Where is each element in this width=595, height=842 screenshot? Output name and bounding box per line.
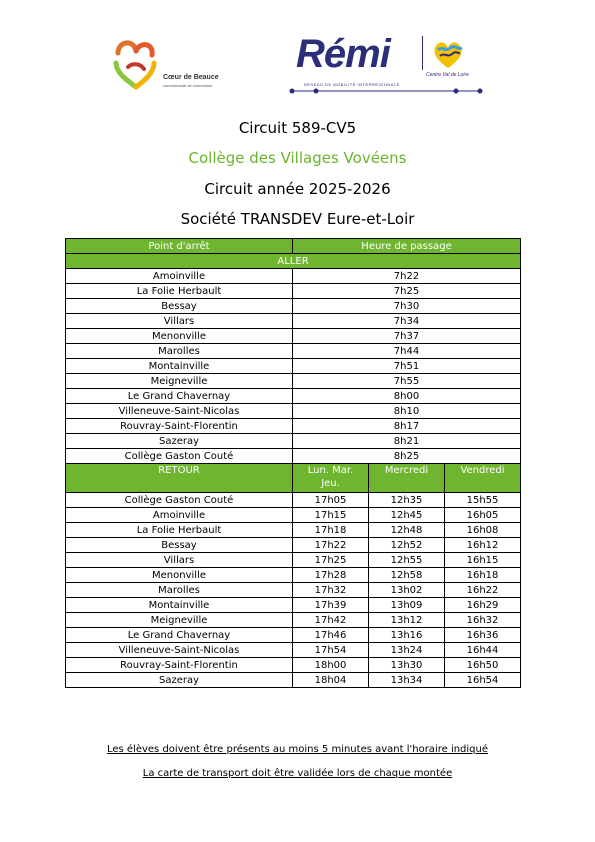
retour-time-vendredi: 16h05 [445, 508, 521, 523]
retour-time-mercredi: 13h24 [369, 643, 445, 658]
retour-header-row [66, 464, 521, 493]
company-title: Société TRANSDEV Eure-et-Loir [180, 210, 415, 228]
remi-separator [422, 36, 423, 70]
retour-time-vendredi: 16h36 [445, 628, 521, 643]
card-note: La carte de transport doit être validée lors de chaque montée [142, 768, 453, 779]
aller-row [66, 344, 521, 359]
retour-row [66, 598, 521, 613]
retour-row [66, 643, 521, 658]
aller-stop: Meigneville [66, 374, 293, 389]
retour-time-lun-mar-jeu: 18h04 [293, 673, 369, 688]
retour-col-vendredi: Vendredi [445, 464, 521, 493]
retour-time-lun-mar-jeu: 17h42 [293, 613, 369, 628]
retour-time-vendredi: 16h15 [445, 553, 521, 568]
aller-time: 8h25 [293, 449, 521, 464]
aller-time: 7h44 [293, 344, 521, 359]
retour-time-mercredi: 12h45 [369, 508, 445, 523]
retour-stop: Meigneville [66, 613, 293, 628]
retour-time-mercredi: 12h35 [369, 493, 445, 508]
retour-stop: La Folie Herbault [66, 523, 293, 538]
retour-time-mercredi: 12h58 [369, 568, 445, 583]
coeur-de-beauce-subtitle: communauté de communes [163, 83, 213, 88]
retour-time-vendredi: 16h29 [445, 598, 521, 613]
aller-row [66, 269, 521, 284]
retour-time-vendredi: 16h54 [445, 673, 521, 688]
aller-stop: Bessay [66, 299, 293, 314]
retour-time-mercredi: 12h48 [369, 523, 445, 538]
retour-stop: Marolles [66, 583, 293, 598]
aller-row [66, 329, 521, 344]
table-header-row [66, 239, 521, 254]
retour-row [66, 508, 521, 523]
coeur-de-beauce-logo [108, 33, 228, 93]
schedule-table [65, 238, 521, 688]
retour-row [66, 538, 521, 553]
aller-time: 8h17 [293, 419, 521, 434]
retour-time-vendredi: 16h22 [445, 583, 521, 598]
aller-stop: Sazeray [66, 434, 293, 449]
aller-section-row [66, 254, 521, 269]
retour-time-mercredi: 13h34 [369, 673, 445, 688]
aller-stop: Collège Gaston Couté [66, 449, 293, 464]
remi-region-name: Centre Val de Loire [426, 72, 469, 78]
aller-stop: Amoinville [66, 269, 293, 284]
aller-time: 7h55 [293, 374, 521, 389]
school-title: Collège des Villages Vovéens [188, 149, 407, 167]
aller-time: 7h22 [293, 269, 521, 284]
retour-row [66, 553, 521, 568]
retour-time-vendredi: 16h12 [445, 538, 521, 553]
retour-label: RETOUR [66, 464, 293, 493]
aller-row [66, 434, 521, 449]
retour-stop: Bessay [66, 538, 293, 553]
retour-stop: Le Grand Chavernay [66, 628, 293, 643]
retour-time-mercredi: 13h02 [369, 583, 445, 598]
aller-time: 7h51 [293, 359, 521, 374]
retour-time-lun-mar-jeu: 17h05 [293, 493, 369, 508]
aller-row [66, 359, 521, 374]
remi-wordmark: Rémi [296, 32, 390, 76]
year-title: Circuit année 2025-2026 [204, 180, 391, 198]
retour-time-vendredi: 16h18 [445, 568, 521, 583]
retour-time-lun-mar-jeu: 17h15 [293, 508, 369, 523]
retour-row [66, 658, 521, 673]
aller-row [66, 299, 521, 314]
coeur-de-beauce-icon [108, 33, 168, 93]
retour-stop: Sazeray [66, 673, 293, 688]
retour-col-mercredi: Mercredi [369, 464, 445, 493]
coeur-de-beauce-name: Cœur de Beauce [163, 74, 219, 81]
aller-time: 7h34 [293, 314, 521, 329]
retour-row [66, 628, 521, 643]
retour-row [66, 673, 521, 688]
circuit-title: Circuit 589-CV5 [238, 119, 357, 137]
retour-time-vendredi: 16h44 [445, 643, 521, 658]
retour-time-lun-mar-jeu: 17h39 [293, 598, 369, 613]
aller-time: 8h10 [293, 404, 521, 419]
aller-row [66, 284, 521, 299]
retour-row [66, 583, 521, 598]
aller-row [66, 419, 521, 434]
retour-time-lun-mar-jeu: 17h54 [293, 643, 369, 658]
aller-stop: Menonville [66, 329, 293, 344]
retour-row [66, 523, 521, 538]
retour-row [66, 613, 521, 628]
aller-stop: Villars [66, 314, 293, 329]
retour-time-lun-mar-jeu: 17h32 [293, 583, 369, 598]
retour-row [66, 568, 521, 583]
aller-stop: Rouvray-Saint-Florentin [66, 419, 293, 434]
aller-time: 8h00 [293, 389, 521, 404]
retour-time-vendredi: 16h50 [445, 658, 521, 673]
retour-time-mercredi: 13h16 [369, 628, 445, 643]
region-heart-icon [430, 38, 466, 70]
aller-stop: Le Grand Chavernay [66, 389, 293, 404]
retour-stop: Collège Gaston Couté [66, 493, 293, 508]
retour-time-lun-mar-jeu: 17h22 [293, 538, 369, 553]
retour-time-lun-mar-jeu: 17h25 [293, 553, 369, 568]
retour-time-mercredi: 13h12 [369, 613, 445, 628]
retour-col-lun-mar-jeu: Lun. Mar. Jeu. [293, 464, 369, 493]
header-time: Heure de passage [293, 239, 521, 254]
retour-time-mercredi: 12h55 [369, 553, 445, 568]
aller-label: ALLER [66, 254, 521, 269]
retour-stop: Rouvray-Saint-Florentin [66, 658, 293, 673]
aller-row [66, 374, 521, 389]
aller-stop: Marolles [66, 344, 293, 359]
aller-time: 8h21 [293, 434, 521, 449]
remi-tagline: RÉSEAU DE MOBILITÉ INTERRÉGIONALE [304, 82, 400, 87]
retour-time-lun-mar-jeu: 18h00 [293, 658, 369, 673]
aller-stop: Villeneuve-Saint-Nicolas [66, 404, 293, 419]
retour-stop: Amoinville [66, 508, 293, 523]
aller-time: 7h30 [293, 299, 521, 314]
remi-route-line-icon [286, 86, 486, 96]
retour-stop: Montainville [66, 598, 293, 613]
retour-stop: Menonville [66, 568, 293, 583]
header-stop: Point d'arrêt [66, 239, 293, 254]
aller-stop: La Folie Herbault [66, 284, 293, 299]
retour-time-lun-mar-jeu: 17h46 [293, 628, 369, 643]
retour-stop: Villars [66, 553, 293, 568]
aller-row [66, 404, 521, 419]
retour-time-vendredi: 15h55 [445, 493, 521, 508]
aller-row [66, 389, 521, 404]
retour-row [66, 493, 521, 508]
aller-stop: Montainville [66, 359, 293, 374]
retour-time-lun-mar-jeu: 17h18 [293, 523, 369, 538]
aller-time: 7h37 [293, 329, 521, 344]
aller-row [66, 449, 521, 464]
aller-row [66, 314, 521, 329]
arrival-note: Les élèves doivent être présents au moins 5 minutes avant l'horaire indiqué [106, 744, 489, 755]
retour-time-vendredi: 16h32 [445, 613, 521, 628]
retour-time-vendredi: 16h08 [445, 523, 521, 538]
retour-time-mercredi: 13h09 [369, 598, 445, 613]
retour-time-mercredi: 12h52 [369, 538, 445, 553]
remi-logo [286, 30, 486, 98]
retour-time-mercredi: 13h30 [369, 658, 445, 673]
retour-stop: Villeneuve-Saint-Nicolas [66, 643, 293, 658]
retour-time-lun-mar-jeu: 17h28 [293, 568, 369, 583]
aller-time: 7h25 [293, 284, 521, 299]
